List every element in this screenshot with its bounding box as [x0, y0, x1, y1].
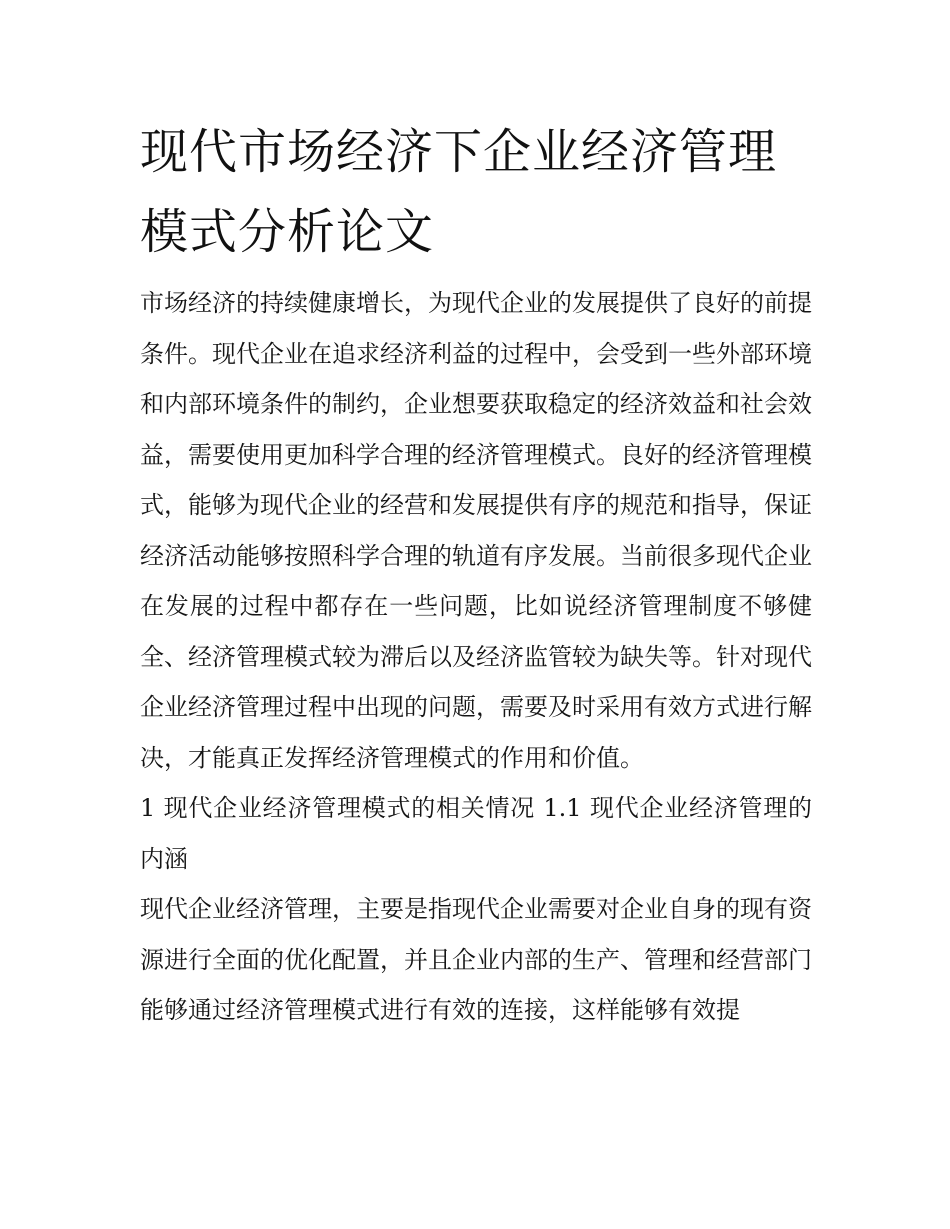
section-heading: 1 现代企业经济管理模式的相关情况 1.1 现代企业经济管理的内涵	[140, 794, 812, 873]
body-paragraph: 现代企业经济管理，主要是指现代企业需要对企业自身的现有资源进行全面的优化配置，并且企业内部的生产、管理和经营部门能够通过经济管理模式进行有效的连接，这样能够有效提	[140, 895, 812, 1024]
document-page	[140, 112, 812, 1036]
intro-paragraph: 市场经济的持续健康增长，为现代企业的发展提供了良好的前提条件。现代企业在追求经济利益的过程中，会受到一些外部环境和内部环境条件的制约，企业想要获取稳定的经济效益和社会效益，需要使用更加科学合理的经济管理模式。良好的经济管理模式，能够为现代企业的经营和发展提供有序的规范和指导，保证经济活动能够按照科学合理的轨道有序发展。当前很多现代企业在发展的过程中都存在一些问题，比如说经济管理制度不够健全、经济管理模式较为滞后以及经济监管较为缺失等。针对现代企业经济管理过程中出现的问题，需要及时采用有效方式进行解决，才能真正发挥经济管理模式的作用和价值。	[140, 289, 812, 772]
document-title: 现代市场经济下企业经济管理模式分析论文	[140, 124, 778, 260]
